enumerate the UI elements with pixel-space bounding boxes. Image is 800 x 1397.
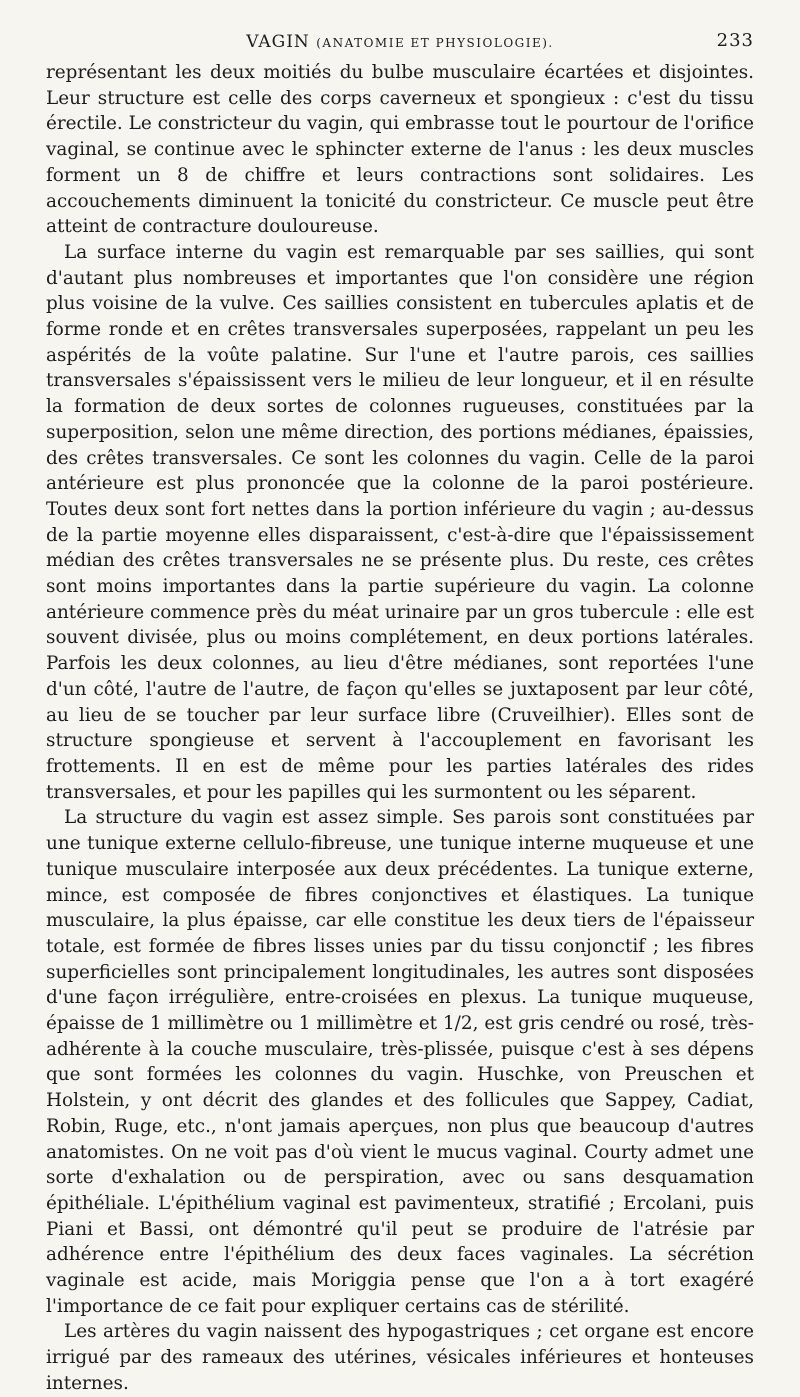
running-title	[246, 26, 554, 52]
running-title-main: VAGIN	[246, 32, 310, 52]
running-head	[46, 26, 754, 60]
paragraph-arteries: Les artères du vagin naissent des hypogastriques ; cet organe est encore irrigué par des rameaux des utérines, vésicales inférieures et honteuses internes.	[46, 1321, 754, 1394]
body-text	[46, 60, 754, 1397]
page-number: 233	[716, 30, 754, 51]
paragraph-internal-surface: La surface interne du vagin est remarquable par ses saillies, qui sont d'autant plus nombreuses et importantes que l'on considère une région plus voisine de la vulve. Ces saillies consistent en tubercules aplatis et de forme ronde et en crêtes transversales superposées, rappelant un peu les aspérités de la voûte palatine. Sur l'une et l'autre parois, ces saillies transversales s'épaississent vers le milieu de leur longueur, et il en résulte la formation de deux sortes de colonnes rugueuses, constituées par la superposition, selon une même direction, des portions médianes, épaissies, des crêtes transversales. Ce sont les colonnes du vagin. Celle de la paroi antérieure est plus prononcée que la colonne de la paroi postérieure. Toutes deux sont fort nettes dans la portion inférieure du vagin ; au-dessus de la partie moyenne elles disparaissent, c'est-à-dire que l'épaississement médian des crêtes transversales ne se présente plus. Du reste, ces crêtes sont moins importantes dans la partie supérieure du vagin. La colonne antérieure commence près du méat urinaire par un gros tubercule : elle est souvent divisée, plus ou moins complétement, en deux portions latérales. Parfois les deux colonnes, au lieu d'être médianes, sont reportées l'une d'un côté, l'autre de l'autre, de façon qu'elles se juxtaposent par leur côté, au lieu de se toucher par leur surface libre (Cruveilhier). Elles sont de structure spongieuse et servent à l'accouplement en favorisant les frottements. Il en est de même pour les parties latérales des rides transversales, et pour les papilles qui les surmontent ou les séparent.	[46, 241, 754, 803]
paragraph-continuation: représentant les deux moitiés du bulbe musculaire écartées et disjointes. Leur structure est celle des corps caverneux et spongieux : c'est du tissu érectile. Le constricteur du vagin, qui embrasse tout le pourtour de l'orifice vaginal, se continue avec le sphincter externe de l'anus : les deux muscles forment un 8 de chiffre et leurs contractions sont solidaires. Les accouchements diminuent la tonicité du constricteur. Ce muscle peut être atteint de contracture douloureuse.	[46, 62, 754, 238]
paragraph-structure: La structure du vagin est assez simple. Ses parois sont constituées par une tunique externe cellulo-fibreuse, une tunique interne muqueuse et une tunique musculaire interposée aux deux précédentes. La tunique externe, mince, est composée de fibres conjonctives et élastiques. La tunique musculaire, la plus épaisse, car elle constitue les deux tiers de l'épaisseur totale, est formée de fibres lisses unies par du tissu conjonctif ; les fibres superficielles sont principalement longitudinales, les autres sont disposées d'une façon irrégulière, entre-croisées en plexus. La tunique muqueuse, épaisse de 1 millimètre ou 1 millimètre et 1/2, est gris cendré ou rosé, très-adhérente à la couche musculaire, très-plissée, puisque c'est à ses dépens que sont formées les colonnes du vagin. Huschke, von Preuschen et Holstein, y ont décrit des glandes et des follicules que Sappey, Cadiat, Robin, Ruge, etc., n'ont jamais aperçues, non plus que beaucoup d'autres anatomistes. On ne voit pas d'où vient le mucus vaginal. Courty admet une sorte d'exhalation ou de perspiration, avec ou sans desquamation épithéliale. L'épithélium vaginal est pavimenteux, stratifié ; Ercolani, puis Piani et Bassi, ont démontré qu'il peut se produire de l'atrésie par adhérence entre l'épithélium des deux faces vaginales. La sécrétion vaginale est acide, mais Moriggia pense que l'on a à tort exagéré l'importance de ce fait pour expliquer certains cas de stérilité.	[46, 807, 754, 1317]
running-title-subtitle: (ANATOMIE ET PHYSIOLOGIE).	[316, 36, 554, 50]
